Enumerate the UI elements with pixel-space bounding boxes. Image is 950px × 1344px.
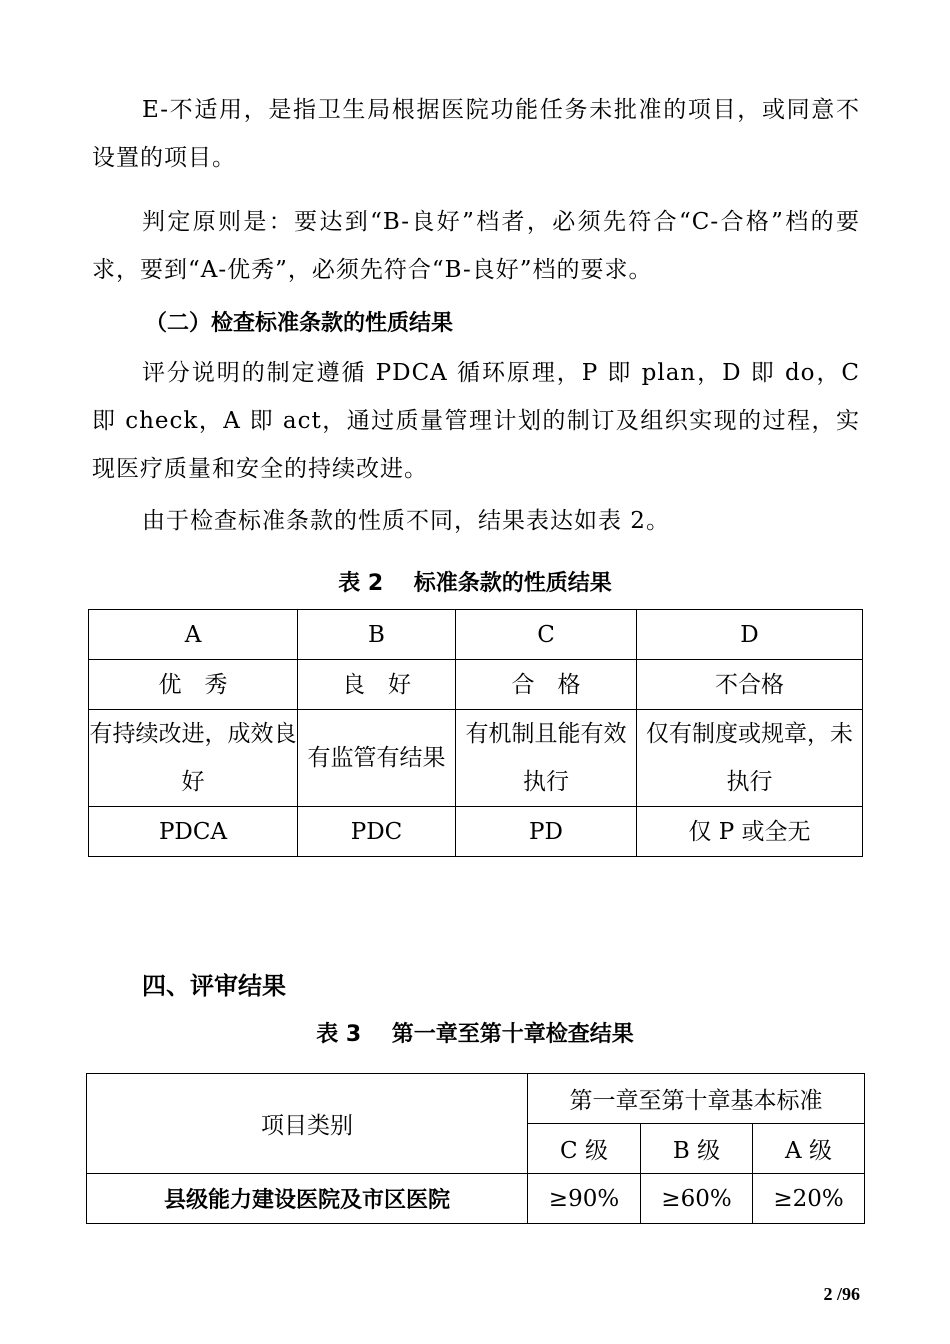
table2-caption: 表 2 标准条款的性质结果: [338, 571, 612, 596]
paragraph-principle: 判定原则是：要达到“B-良好”档者，必须先符合“C-合格”档的要求，要到“A-优秀”，必须先符合“B-良好”档的要求。: [92, 209, 860, 283]
section-subheading: （二）检查标准条款的性质结果: [145, 311, 454, 336]
table-row: [87, 1074, 865, 1124]
table-cell: 有监管有结果: [298, 710, 456, 807]
table-cell: 有机制且能有效执行: [456, 710, 637, 807]
table-cell: 优 秀: [89, 660, 298, 710]
page-number: 2 /96: [823, 1284, 860, 1304]
table-cell: 有持续改进，成效良好: [89, 710, 298, 807]
table-header-cell: A 级: [753, 1124, 865, 1174]
table-row: [87, 1174, 865, 1224]
table-row: [89, 660, 863, 710]
table-cell: 仅 P 或全无: [637, 807, 863, 857]
table-cell: PDC: [298, 807, 456, 857]
table-cell: 良 好: [298, 660, 456, 710]
table-header-cell: A: [89, 610, 298, 660]
table-cell: PD: [456, 807, 637, 857]
property-results-table: [88, 609, 863, 857]
table-cell: ≥20%: [753, 1174, 865, 1224]
table-header-cell: C: [456, 610, 637, 660]
table-cell: 合 格: [456, 660, 637, 710]
table-cell: 仅有制度或规章，未执行: [637, 710, 863, 807]
table-header-cell: B 级: [641, 1124, 753, 1174]
table-row: [89, 807, 863, 857]
table3-caption: 表 3 第一章至第十章检查结果: [316, 1022, 634, 1047]
paragraph-pdca: 评分说明的制定遵循 PDCA 循环原理，P 即 plan，D 即 do，C 即 check，A 即 act，通过质量管理计划的制订及组织实现的过程，实现医疗质量和安全的持续改进。: [92, 360, 860, 482]
table-header-cell: C 级: [528, 1124, 641, 1174]
table-cell: ≥60%: [641, 1174, 753, 1224]
table-cell: PDCA: [89, 807, 298, 857]
paragraph-e-definition: E-不适用，是指卫生局根据医院功能任务未批准的项目，或同意不设置的项目。: [92, 97, 860, 171]
chapter-results-table: [86, 1073, 865, 1224]
table-row: [89, 610, 863, 660]
section-heading: 四、评审结果: [142, 972, 286, 1000]
table-row-label: 县级能力建设医院及市区医院: [87, 1174, 528, 1224]
table-header-cell: 第一章至第十章基本标准: [528, 1074, 865, 1124]
table-cell: 不合格: [637, 660, 863, 710]
paragraph-table-intro: 由于检查标准条款的性质不同，结果表达如表 2。: [142, 508, 670, 534]
table-header-cell: B: [298, 610, 456, 660]
table-header-cell: 项目类别: [87, 1074, 528, 1174]
table-cell: ≥90%: [528, 1174, 641, 1224]
table-header-cell: D: [637, 610, 863, 660]
table-row: [89, 710, 863, 807]
